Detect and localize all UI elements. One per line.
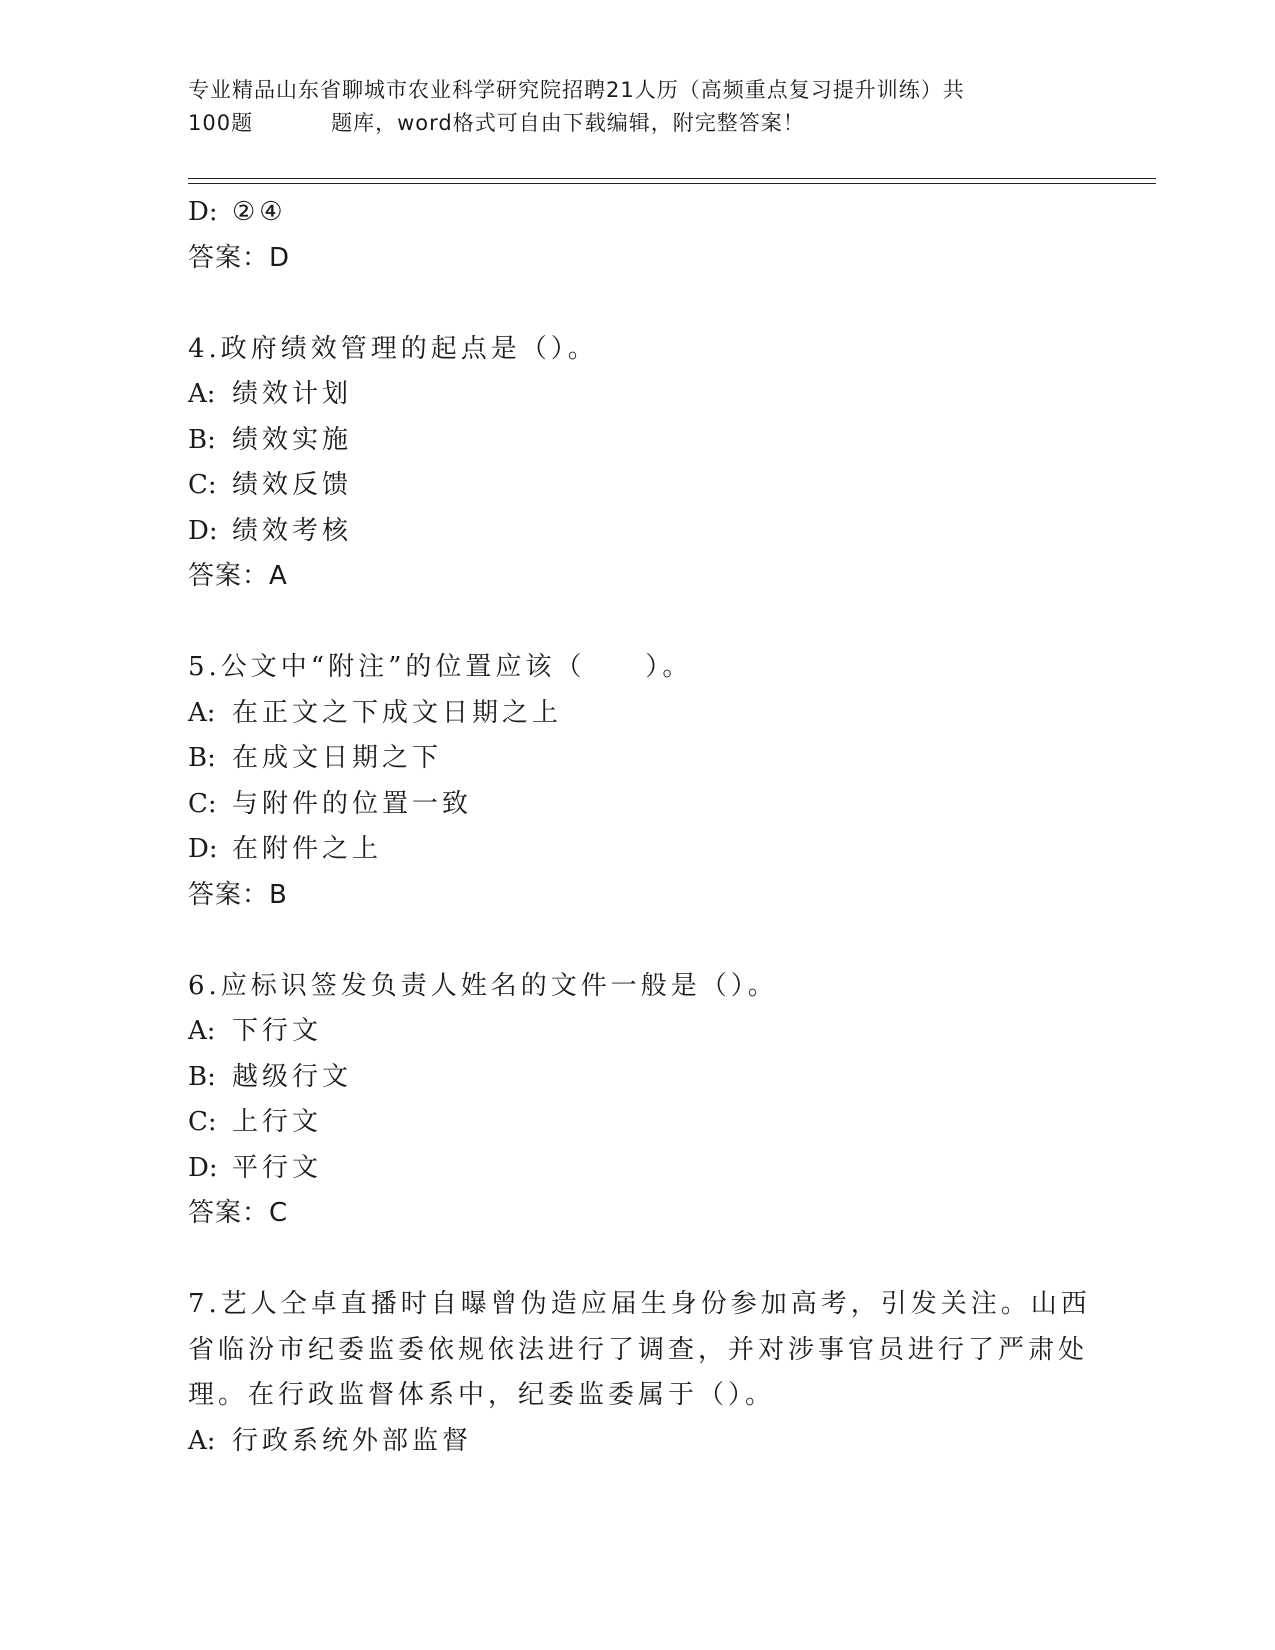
header-divider-top bbox=[188, 178, 1156, 179]
question-stem-line: 省临汾市纪委监委依规依法进行了调查，并对涉事官员进行了严肃处 bbox=[188, 1334, 1089, 1365]
question-stem: 6.应标识签发负责人姓名的文件一般是（）。 bbox=[188, 970, 778, 1001]
question-stem: 4.政府绩效管理的起点是（）。 bbox=[188, 333, 598, 364]
option-row bbox=[188, 190, 1088, 236]
option-text: 越级行文 bbox=[232, 1061, 353, 1092]
option-text: 行政系统外部监督 bbox=[232, 1425, 473, 1456]
option-text: 下行文 bbox=[232, 1016, 323, 1046]
option-text: 平行文 bbox=[232, 1152, 323, 1183]
question-content bbox=[188, 190, 1091, 1464]
option-row bbox=[188, 1419, 1088, 1465]
option-text: 绩效计划 bbox=[232, 379, 353, 409]
option-row bbox=[188, 691, 1088, 737]
option-label: C: bbox=[188, 470, 217, 500]
question-stem-line: 理。在行政监督体系中，纪委监委属于（）。 bbox=[188, 1380, 776, 1410]
option-row bbox=[188, 1146, 1088, 1192]
option-row bbox=[188, 827, 1088, 873]
option-row bbox=[188, 1009, 1088, 1055]
option-label: D: bbox=[188, 515, 218, 546]
option-label: A: bbox=[188, 1016, 216, 1046]
option-label: D: bbox=[188, 197, 218, 227]
option-text: 绩效反馈 bbox=[232, 470, 353, 500]
answer-line: 答案：D bbox=[188, 242, 291, 273]
header-title-line1: 专业精品山东省聊城市农业科学研究院招聘21人历（高频重点复习提升训练）共 bbox=[188, 78, 965, 102]
option-row bbox=[188, 463, 1088, 509]
question-5 bbox=[188, 645, 1088, 918]
option-label: C: bbox=[188, 788, 217, 819]
option-text: 上行文 bbox=[232, 1107, 323, 1137]
option-row bbox=[188, 509, 1088, 555]
option-label: B: bbox=[188, 1061, 216, 1092]
header-divider-bottom bbox=[188, 183, 1156, 184]
option-label: C: bbox=[188, 1107, 217, 1137]
answer-line: 答案：B bbox=[188, 879, 288, 910]
question-4 bbox=[188, 327, 1088, 600]
question-stem: 5.公文中“附注”的位置应该（ ）。 bbox=[188, 652, 693, 682]
option-label: A: bbox=[188, 1425, 216, 1456]
option-text: 在成文日期之下 bbox=[232, 743, 443, 773]
option-text: 在正文之下成文日期之上 bbox=[232, 697, 563, 728]
option-row bbox=[188, 736, 1088, 782]
option-label: A: bbox=[188, 697, 216, 728]
option-label: B: bbox=[188, 424, 216, 455]
question-7 bbox=[188, 1282, 1091, 1464]
option-row bbox=[188, 372, 1088, 418]
header-title-line2 bbox=[188, 107, 1088, 140]
option-text: 与附件的位置一致 bbox=[232, 788, 473, 819]
option-label: A: bbox=[188, 379, 216, 409]
option-row bbox=[188, 782, 1088, 828]
question-6 bbox=[188, 964, 1088, 1237]
answer-line: 答案：C bbox=[188, 1198, 289, 1228]
option-row bbox=[188, 1100, 1088, 1146]
option-text: 在附件之上 bbox=[232, 834, 383, 864]
option-label: D: bbox=[188, 834, 218, 864]
header-question-count: 100题 bbox=[188, 111, 254, 135]
option-text: ②④ bbox=[232, 197, 287, 227]
option-label: D: bbox=[188, 1152, 218, 1183]
question-stem-line: 7.艺人仝卓直播时自曝曾伪造应届生身份参加高考，引发关注。山西 bbox=[188, 1289, 1091, 1319]
option-text: 绩效考核 bbox=[232, 515, 353, 546]
option-row bbox=[188, 1055, 1088, 1101]
answer-line: 答案：A bbox=[188, 561, 288, 591]
option-label: B: bbox=[188, 743, 216, 773]
header-description: 题库，word格式可自由下载编辑，附完整答案！ bbox=[331, 111, 805, 135]
option-text: 绩效实施 bbox=[232, 424, 353, 455]
page-header bbox=[188, 74, 1088, 140]
option-row bbox=[188, 418, 1088, 464]
